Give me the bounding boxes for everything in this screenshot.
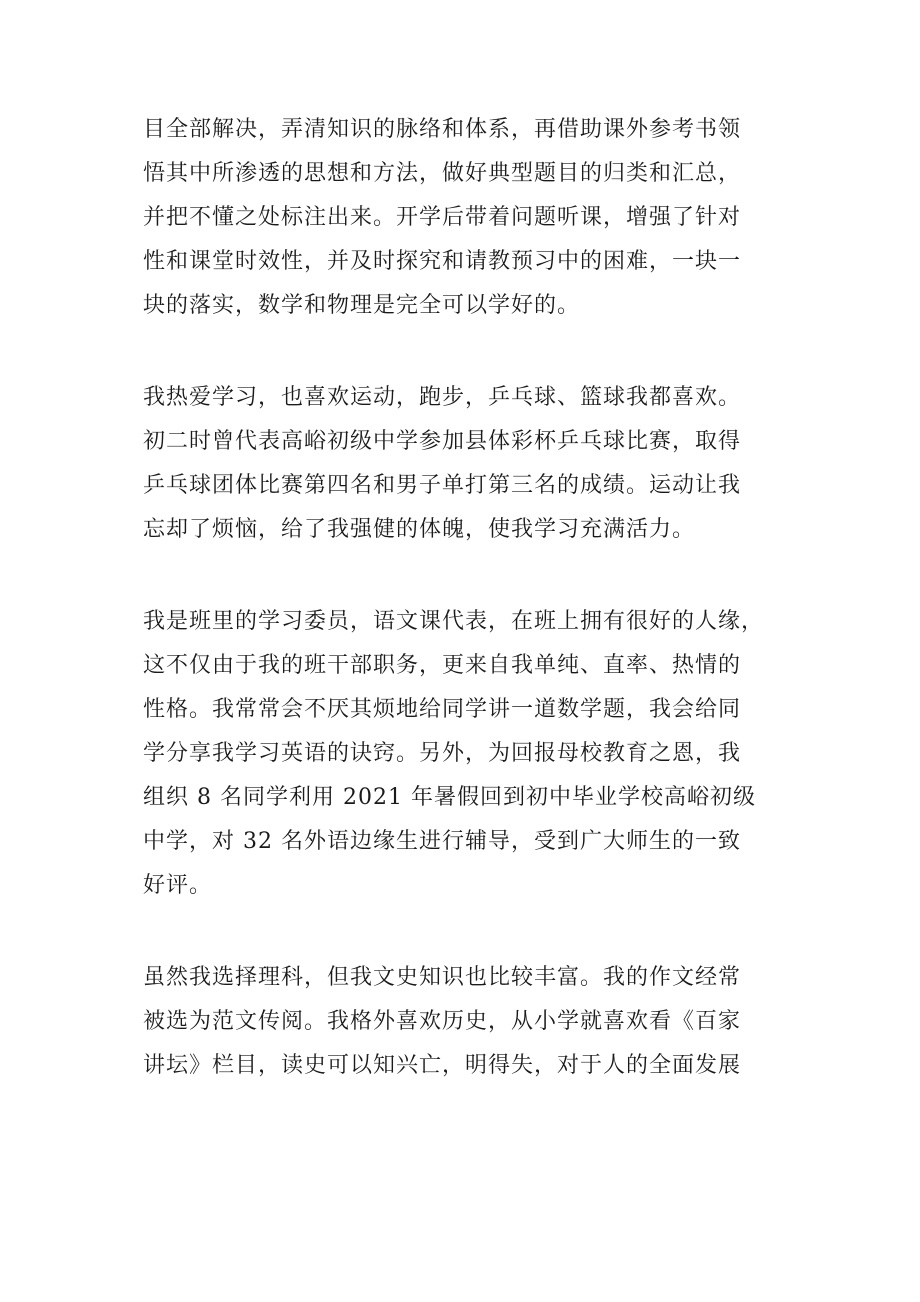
text-line: 目全部解决，弄清知识的脉络和体系，再借助课外参考书领 (143, 117, 742, 142)
text-line: 性和课堂时效性，并及时探究和请教预习中的困难，一块一 (143, 249, 742, 274)
text-line: 性格。我常常会不厌其烦地给同学讲一道数学题，我会给同 (143, 697, 742, 722)
text-line: 并把不懂之处标注出来。开学后带着问题听课，增强了针对 (143, 205, 742, 230)
paragraph-class-role (143, 600, 783, 908)
text-line: 被选为范文传阅。我格外喜欢历史，从小学就喜欢看《百家 (143, 1009, 742, 1034)
text-line: 中学，对 32 名外语边缘生进行辅导，受到广大师生的一致 (143, 829, 741, 854)
paragraph-literature-history (143, 956, 783, 1088)
paragraph-study-method (143, 108, 783, 328)
text-line: 组织 8 名同学利用 2021 年暑假回到初中毕业学校高峪初级 (143, 785, 756, 810)
text-line: 好评。 (143, 873, 213, 898)
text-line: 忘却了烦恼，给了我强健的体魄，使我学习充满活力。 (143, 517, 696, 542)
text-line: 我热爱学习，也喜欢运动，跑步，乒乓球、篮球我都喜欢。 (143, 385, 742, 410)
text-line: 这不仅由于我的班干部职务，更来自我单纯、直率、热情的 (143, 653, 742, 678)
text-line: 讲坛》栏目，读史可以知兴亡，明得失，对于人的全面发展 (143, 1053, 742, 1078)
text-line: 乒乓球团体比赛第四名和男子单打第三名的成绩。运动让我 (143, 473, 742, 498)
text-line: 我是班里的学习委员，语文课代表，在班上拥有很好的人缘， (143, 609, 765, 634)
document-body (143, 108, 783, 1088)
text-line: 虽然我选择理科，但我文史知识也比较丰富。我的作文经常 (143, 965, 742, 990)
text-line: 学分享我学习英语的诀窍。另外，为回报母校教育之恩，我 (143, 741, 742, 766)
paragraph-sports (143, 376, 783, 552)
text-line: 块的落实，数学和物理是完全可以学好的。 (143, 293, 581, 318)
text-line: 悟其中所渗透的思想和方法，做好典型题目的归类和汇总， (143, 161, 742, 186)
text-line: 初二时曾代表高峪初级中学参加县体彩杯乒乓球比赛，取得 (143, 429, 742, 454)
